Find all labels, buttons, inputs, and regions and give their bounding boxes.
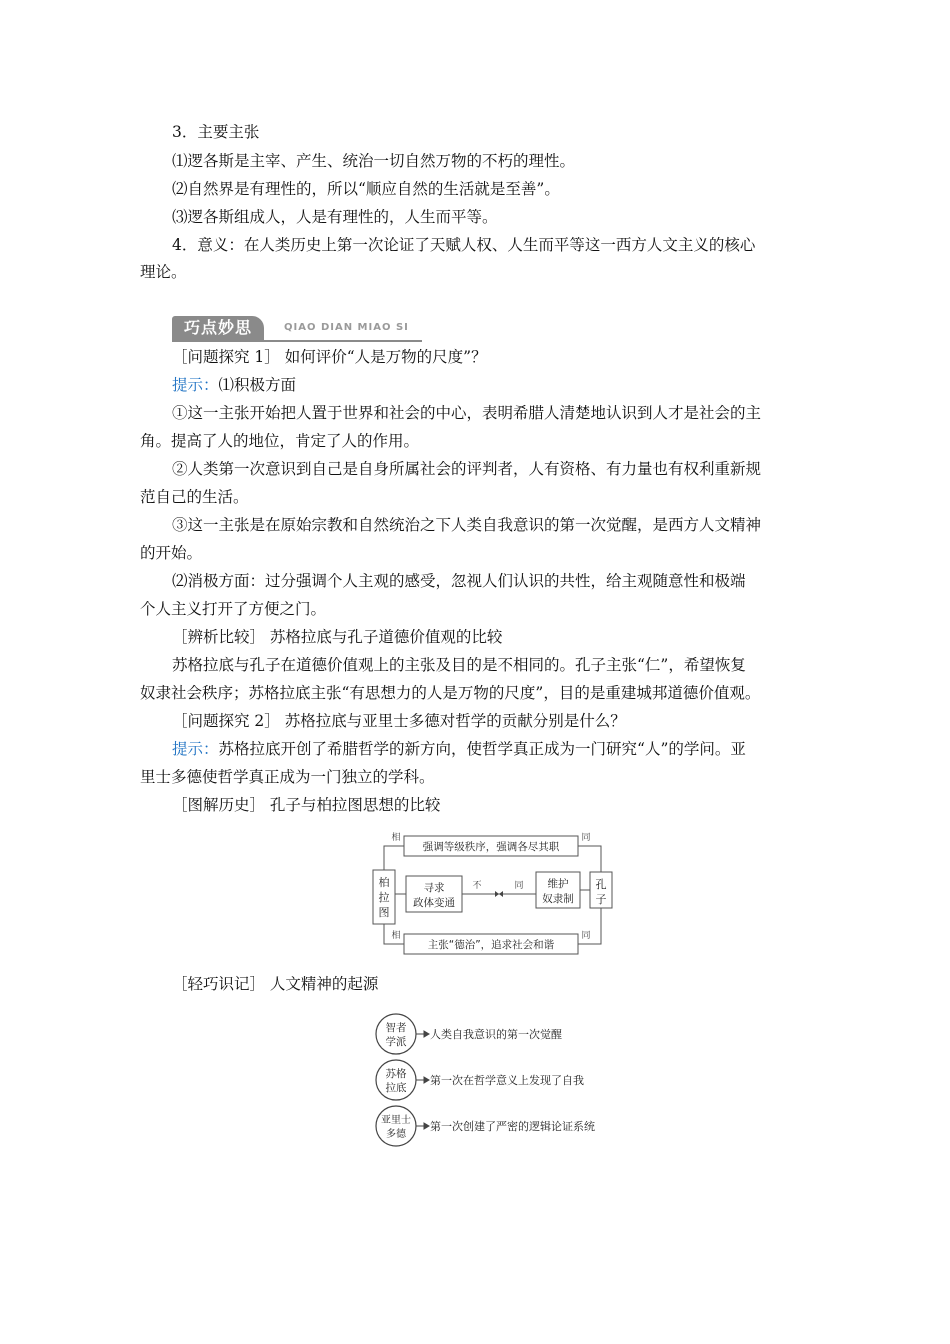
q1-hint-line (172, 371, 822, 400)
right-box-char-1: 孔 (595, 878, 607, 891)
section3-heading: 3．主要主张 (172, 123, 260, 141)
section3-item-3: ⑶逻各斯组成人，人是有理性的，人生而平等。 (172, 208, 498, 226)
arrow-1-icon (424, 1031, 429, 1037)
row-3-text: 第一次创建了严密的逻辑论证系统 (430, 1120, 595, 1133)
compare-line-2: 奴隶社会秩序；苏格拉底主张“有思想力的人是万物的尺度”，目的是重建城邦道德价值观。 (140, 684, 761, 702)
diagram2-title: ［轻巧识记］ 人文精神的起源 (172, 975, 379, 993)
diagram1-title: ［图解历史］ 孔子与柏拉图思想的比较 (172, 796, 441, 814)
meeting-arrow-icon (495, 891, 503, 897)
mid-right-text-2: 奴隶制 (542, 893, 574, 905)
left-box-char-2: 拉 (378, 891, 390, 904)
label-tong-bottom: 同 (581, 931, 591, 941)
arrow-2-icon (424, 1077, 429, 1083)
q1-p2-line-2: 范自己的生活。 (140, 488, 249, 506)
mid-left-text-2: 政体变通 (413, 897, 455, 909)
circle-sophists (376, 1014, 416, 1054)
section4-line-1: 4．意义：在人类历史上第一次论证了天赋人权、人生而平等这一西方人文主义的核心 (172, 236, 756, 254)
circle-socrates (376, 1060, 416, 1100)
circle-1-line-2: 学派 (385, 1036, 407, 1048)
q1-hint-text: ⑴积极方面 (218, 376, 297, 394)
q1-title: ［问题探究 1］ 如何评价“人是万物的尺度”？ (172, 348, 487, 366)
circle-2-line-2: 拉底 (385, 1082, 407, 1094)
left-box-char-3: 图 (378, 906, 390, 919)
q2-line-2: 里士多德使哲学真正成为一门独立的学科。 (140, 768, 435, 786)
compare-line-1: 苏格拉底与孔子在道德价值观上的主张及目的是不相同的。孔子主张“仁”，希望恢复 (172, 656, 746, 674)
bottom-text: 主张“德治”，追求社会和谐 (427, 939, 555, 951)
label-tong-mid: 同 (514, 881, 524, 891)
q1-p1-line-2: 角。提高了人的地位，肯定了人的作用。 (140, 432, 420, 450)
q2-hint-label: 提示： (172, 740, 219, 758)
q1-p4-line-2: 个人主义打开了方便之门。 (140, 600, 327, 618)
comparison-diagram (368, 828, 618, 958)
row-1-text: 人类自我意识的第一次觉醒 (430, 1028, 562, 1041)
row-2-text: 第一次在哲学意义上发现了自我 (430, 1074, 584, 1087)
section3-item-2: ⑵自然界是有理性的，所以“顺应自然的生活就是至善”。 (172, 180, 560, 198)
q2-line-1 (172, 735, 822, 764)
q1-p3-line-2: 的开始。 (140, 544, 203, 562)
section4-line-2: 理论。 (140, 263, 187, 281)
left-box-char-1: 柏 (378, 876, 390, 889)
q2-title: ［问题探究 2］ 苏格拉底与亚里士多德对哲学的贡献分别是什么？ (172, 712, 626, 730)
top-text: 强调等级秩序，强调各尽其职 (422, 841, 560, 853)
circle-3-line-1: 亚里士 (381, 1115, 411, 1126)
q1-p2-line-1: ②人类第一次意识到自己是自身所属社会的评判者，人有资格、有力量也有权利重新规 (172, 460, 762, 478)
badge-underline (172, 340, 422, 342)
circle-3-line-2: 多德 (386, 1129, 406, 1140)
arrow-3-icon (424, 1123, 429, 1129)
label-xiang-bottom: 相 (391, 931, 401, 941)
circle-1-line-1: 智者 (385, 1022, 407, 1034)
q1-hint-label: 提示： (172, 376, 219, 394)
q1-p4-line-1: ⑵消极方面：过分强调个人主观的感受，忽视人们认识的共性，给主观随意性和极端 (172, 572, 746, 590)
label-tong-top: 同 (581, 833, 591, 843)
origin-diagram (368, 1010, 628, 1150)
badge-title: 巧点妙思 (172, 316, 264, 340)
section3-item-1: ⑴逻各斯是主宰、产生、统治一切自然万物的不朽的理性。 (172, 152, 576, 170)
mid-right-text-1: 维护 (547, 878, 569, 890)
q1-p3-line-1: ③这一主张是在原始宗教和自然统治之下人类自我意识的第一次觉醒，是西方人文精神 (172, 516, 762, 534)
compare-title: ［辨析比较］ 苏格拉底与孔子道德价值观的比较 (172, 628, 503, 646)
right-box-char-2: 子 (595, 893, 607, 906)
q1-p1-line-1: ①这一主张开始把人置于世界和社会的中心，表明希腊人清楚地认识到人才是社会的主 (172, 404, 762, 422)
q2-line-1-text: 苏格拉底开创了希腊哲学的新方向，使哲学真正成为一门研究“人”的学问。亚 (218, 740, 746, 758)
section-badge (172, 316, 432, 342)
label-bu-mid: 不 (472, 881, 482, 891)
badge-subtitle: QIAO DIAN MIAO SI (284, 322, 409, 333)
label-xiang-top: 相 (391, 833, 401, 843)
mid-left-text-1: 寻求 (423, 882, 445, 894)
circle-aristotle (376, 1106, 416, 1146)
circle-2-line-1: 苏格 (385, 1068, 407, 1080)
